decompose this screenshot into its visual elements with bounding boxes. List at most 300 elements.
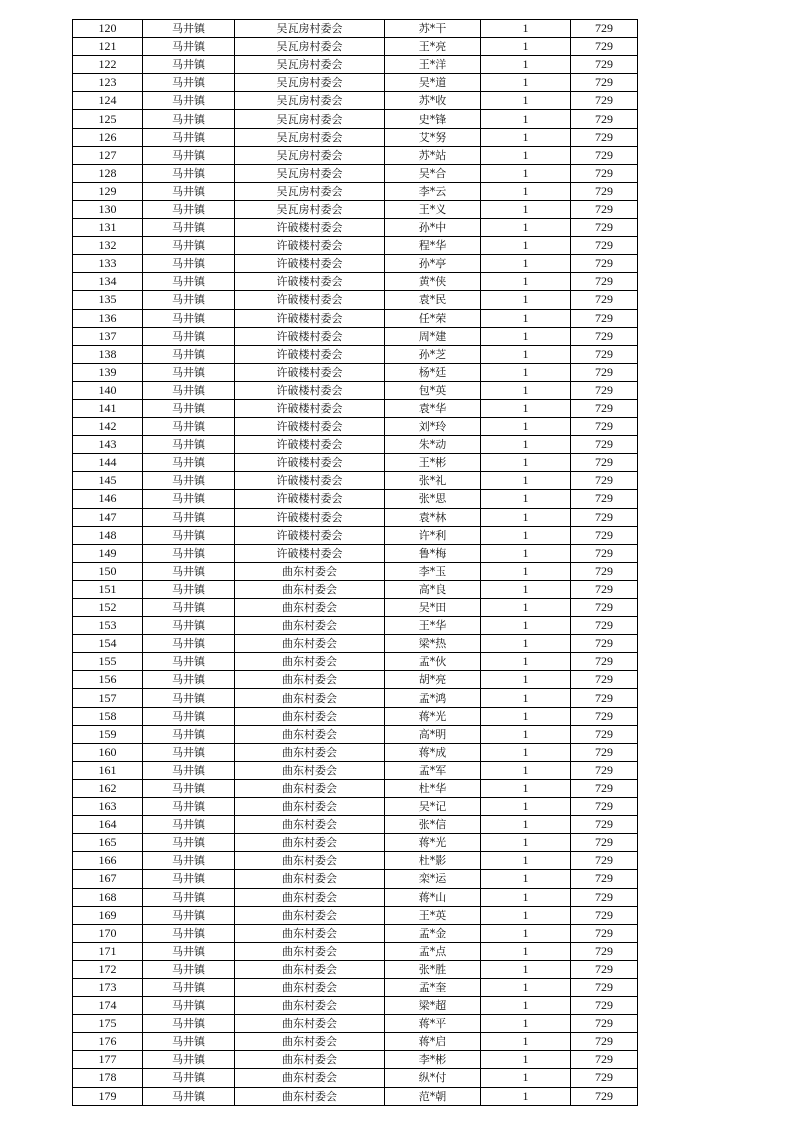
- count-cell: 1: [481, 273, 571, 291]
- town-cell: 马井镇: [143, 74, 235, 92]
- village-committee-cell: 曲东村委会: [235, 599, 385, 617]
- village-committee-cell: 许破楼村委会: [235, 255, 385, 273]
- roster-table: [72, 19, 638, 1106]
- person-name-cell: 鲁*梅: [385, 544, 481, 562]
- village-committee-cell: 曲东村委会: [235, 834, 385, 852]
- table-row: [73, 1033, 638, 1051]
- person-name-cell: 李*彬: [385, 1051, 481, 1069]
- table-row: [73, 924, 638, 942]
- table-row: [73, 798, 638, 816]
- amount-cell: 729: [571, 852, 638, 870]
- person-name-cell: 孟*鸿: [385, 689, 481, 707]
- table-row: [73, 671, 638, 689]
- row-number-cell: 144: [73, 454, 143, 472]
- table-row: [73, 436, 638, 454]
- row-number-cell: 146: [73, 490, 143, 508]
- person-name-cell: 袁*华: [385, 399, 481, 417]
- row-number-cell: 128: [73, 164, 143, 182]
- count-cell: 1: [481, 942, 571, 960]
- row-number-cell: 159: [73, 725, 143, 743]
- amount-cell: 729: [571, 56, 638, 74]
- village-committee-cell: 吴瓦房村委会: [235, 92, 385, 110]
- town-cell: 马井镇: [143, 834, 235, 852]
- count-cell: 1: [481, 599, 571, 617]
- amount-cell: 729: [571, 20, 638, 38]
- village-committee-cell: 吴瓦房村委会: [235, 200, 385, 218]
- row-number-cell: 141: [73, 399, 143, 417]
- row-number-cell: 178: [73, 1069, 143, 1087]
- table-row: [73, 237, 638, 255]
- person-name-cell: 任*荣: [385, 309, 481, 327]
- row-number-cell: 121: [73, 38, 143, 56]
- village-committee-cell: 曲东村委会: [235, 1087, 385, 1105]
- row-number-cell: 132: [73, 237, 143, 255]
- amount-cell: 729: [571, 345, 638, 363]
- village-committee-cell: 曲东村委会: [235, 689, 385, 707]
- town-cell: 马井镇: [143, 38, 235, 56]
- town-cell: 马井镇: [143, 599, 235, 617]
- table-row: [73, 255, 638, 273]
- town-cell: 马井镇: [143, 870, 235, 888]
- count-cell: 1: [481, 219, 571, 237]
- amount-cell: 729: [571, 906, 638, 924]
- amount-cell: 729: [571, 418, 638, 436]
- row-number-cell: 152: [73, 599, 143, 617]
- count-cell: 1: [481, 906, 571, 924]
- count-cell: 1: [481, 110, 571, 128]
- amount-cell: 729: [571, 128, 638, 146]
- row-number-cell: 160: [73, 743, 143, 761]
- person-name-cell: 苏*干: [385, 20, 481, 38]
- town-cell: 马井镇: [143, 960, 235, 978]
- person-name-cell: 李*云: [385, 182, 481, 200]
- table-row: [73, 580, 638, 598]
- count-cell: 1: [481, 74, 571, 92]
- village-committee-cell: 曲东村委会: [235, 978, 385, 996]
- amount-cell: 729: [571, 454, 638, 472]
- person-name-cell: 吴*记: [385, 798, 481, 816]
- row-number-cell: 170: [73, 924, 143, 942]
- village-committee-cell: 许破楼村委会: [235, 219, 385, 237]
- person-name-cell: 王*英: [385, 906, 481, 924]
- town-cell: 马井镇: [143, 146, 235, 164]
- town-cell: 马井镇: [143, 544, 235, 562]
- row-number-cell: 147: [73, 508, 143, 526]
- person-name-cell: 黄*侠: [385, 273, 481, 291]
- row-number-cell: 134: [73, 273, 143, 291]
- amount-cell: 729: [571, 635, 638, 653]
- table-row: [73, 38, 638, 56]
- village-committee-cell: 许破楼村委会: [235, 381, 385, 399]
- person-name-cell: 胡*亮: [385, 671, 481, 689]
- count-cell: 1: [481, 1033, 571, 1051]
- person-name-cell: 包*英: [385, 381, 481, 399]
- row-number-cell: 163: [73, 798, 143, 816]
- village-committee-cell: 曲东村委会: [235, 743, 385, 761]
- person-name-cell: 蒋*启: [385, 1033, 481, 1051]
- village-committee-cell: 吴瓦房村委会: [235, 38, 385, 56]
- row-number-cell: 155: [73, 653, 143, 671]
- count-cell: 1: [481, 255, 571, 273]
- amount-cell: 729: [571, 562, 638, 580]
- village-committee-cell: 曲东村委会: [235, 671, 385, 689]
- amount-cell: 729: [571, 273, 638, 291]
- village-committee-cell: 吴瓦房村委会: [235, 128, 385, 146]
- person-name-cell: 张*信: [385, 816, 481, 834]
- count-cell: 1: [481, 888, 571, 906]
- town-cell: 马井镇: [143, 291, 235, 309]
- village-committee-cell: 吴瓦房村委会: [235, 182, 385, 200]
- row-number-cell: 162: [73, 779, 143, 797]
- town-cell: 马井镇: [143, 942, 235, 960]
- person-name-cell: 孟*伙: [385, 653, 481, 671]
- count-cell: 1: [481, 924, 571, 942]
- amount-cell: 729: [571, 110, 638, 128]
- person-name-cell: 孟*军: [385, 761, 481, 779]
- count-cell: 1: [481, 960, 571, 978]
- amount-cell: 729: [571, 146, 638, 164]
- count-cell: 1: [481, 200, 571, 218]
- table-row: [73, 20, 638, 38]
- amount-cell: 729: [571, 309, 638, 327]
- row-number-cell: 139: [73, 363, 143, 381]
- town-cell: 马井镇: [143, 92, 235, 110]
- amount-cell: 729: [571, 816, 638, 834]
- town-cell: 马井镇: [143, 707, 235, 725]
- table-row: [73, 110, 638, 128]
- table-row: [73, 327, 638, 345]
- count-cell: 1: [481, 454, 571, 472]
- amount-cell: 729: [571, 689, 638, 707]
- table-row: [73, 309, 638, 327]
- amount-cell: 729: [571, 327, 638, 345]
- table-row: [73, 399, 638, 417]
- town-cell: 马井镇: [143, 381, 235, 399]
- village-committee-cell: 吴瓦房村委会: [235, 164, 385, 182]
- person-name-cell: 张*礼: [385, 472, 481, 490]
- count-cell: 1: [481, 544, 571, 562]
- count-cell: 1: [481, 798, 571, 816]
- person-name-cell: 吴*合: [385, 164, 481, 182]
- count-cell: 1: [481, 852, 571, 870]
- count-cell: 1: [481, 92, 571, 110]
- village-committee-cell: 吴瓦房村委会: [235, 20, 385, 38]
- row-number-cell: 158: [73, 707, 143, 725]
- row-number-cell: 142: [73, 418, 143, 436]
- person-name-cell: 栾*运: [385, 870, 481, 888]
- person-name-cell: 朱*动: [385, 436, 481, 454]
- row-number-cell: 148: [73, 526, 143, 544]
- count-cell: 1: [481, 472, 571, 490]
- row-number-cell: 164: [73, 816, 143, 834]
- table-row: [73, 381, 638, 399]
- row-number-cell: 177: [73, 1051, 143, 1069]
- table-row: [73, 200, 638, 218]
- town-cell: 马井镇: [143, 56, 235, 74]
- count-cell: 1: [481, 617, 571, 635]
- count-cell: 1: [481, 182, 571, 200]
- row-number-cell: 168: [73, 888, 143, 906]
- town-cell: 马井镇: [143, 164, 235, 182]
- amount-cell: 729: [571, 472, 638, 490]
- table-row: [73, 508, 638, 526]
- amount-cell: 729: [571, 960, 638, 978]
- table-row: [73, 363, 638, 381]
- town-cell: 马井镇: [143, 924, 235, 942]
- town-cell: 马井镇: [143, 1069, 235, 1087]
- count-cell: 1: [481, 1087, 571, 1105]
- table-row: [73, 418, 638, 436]
- amount-cell: 729: [571, 1051, 638, 1069]
- table-row: [73, 870, 638, 888]
- town-cell: 马井镇: [143, 906, 235, 924]
- village-committee-cell: 曲东村委会: [235, 1069, 385, 1087]
- town-cell: 马井镇: [143, 689, 235, 707]
- count-cell: 1: [481, 725, 571, 743]
- village-committee-cell: 曲东村委会: [235, 1033, 385, 1051]
- person-name-cell: 程*华: [385, 237, 481, 255]
- count-cell: 1: [481, 490, 571, 508]
- town-cell: 马井镇: [143, 978, 235, 996]
- table-row: [73, 273, 638, 291]
- count-cell: 1: [481, 1051, 571, 1069]
- table-row: [73, 219, 638, 237]
- table-row: [73, 472, 638, 490]
- table-row: [73, 92, 638, 110]
- amount-cell: 729: [571, 38, 638, 56]
- village-committee-cell: 曲东村委会: [235, 580, 385, 598]
- count-cell: 1: [481, 526, 571, 544]
- village-committee-cell: 曲东村委会: [235, 562, 385, 580]
- row-number-cell: 136: [73, 309, 143, 327]
- person-name-cell: 吴*道: [385, 74, 481, 92]
- count-cell: 1: [481, 743, 571, 761]
- village-committee-cell: 曲东村委会: [235, 707, 385, 725]
- count-cell: 1: [481, 128, 571, 146]
- person-name-cell: 蒋*山: [385, 888, 481, 906]
- row-number-cell: 150: [73, 562, 143, 580]
- amount-cell: 729: [571, 997, 638, 1015]
- person-name-cell: 王*洋: [385, 56, 481, 74]
- amount-cell: 729: [571, 544, 638, 562]
- person-name-cell: 蒋*光: [385, 707, 481, 725]
- person-name-cell: 艾*努: [385, 128, 481, 146]
- amount-cell: 729: [571, 834, 638, 852]
- village-committee-cell: 许破楼村委会: [235, 291, 385, 309]
- amount-cell: 729: [571, 526, 638, 544]
- town-cell: 马井镇: [143, 508, 235, 526]
- person-name-cell: 张*胜: [385, 960, 481, 978]
- amount-cell: 729: [571, 164, 638, 182]
- count-cell: 1: [481, 345, 571, 363]
- town-cell: 马井镇: [143, 635, 235, 653]
- village-committee-cell: 曲东村委会: [235, 924, 385, 942]
- row-number-cell: 179: [73, 1087, 143, 1105]
- count-cell: 1: [481, 761, 571, 779]
- amount-cell: 729: [571, 1069, 638, 1087]
- count-cell: 1: [481, 56, 571, 74]
- town-cell: 马井镇: [143, 1015, 235, 1033]
- row-number-cell: 135: [73, 291, 143, 309]
- row-number-cell: 125: [73, 110, 143, 128]
- person-name-cell: 王*彬: [385, 454, 481, 472]
- amount-cell: 729: [571, 490, 638, 508]
- row-number-cell: 151: [73, 580, 143, 598]
- row-number-cell: 169: [73, 906, 143, 924]
- count-cell: 1: [481, 834, 571, 852]
- village-committee-cell: 许破楼村委会: [235, 526, 385, 544]
- row-number-cell: 133: [73, 255, 143, 273]
- table-row: [73, 128, 638, 146]
- amount-cell: 729: [571, 74, 638, 92]
- table-row: [73, 345, 638, 363]
- person-name-cell: 吴*田: [385, 599, 481, 617]
- document-page: [72, 19, 637, 1106]
- row-number-cell: 156: [73, 671, 143, 689]
- person-name-cell: 孙*中: [385, 219, 481, 237]
- person-name-cell: 杜*影: [385, 852, 481, 870]
- town-cell: 马井镇: [143, 997, 235, 1015]
- table-row: [73, 490, 638, 508]
- table-row: [73, 599, 638, 617]
- row-number-cell: 129: [73, 182, 143, 200]
- table-row: [73, 544, 638, 562]
- row-number-cell: 124: [73, 92, 143, 110]
- town-cell: 马井镇: [143, 182, 235, 200]
- town-cell: 马井镇: [143, 309, 235, 327]
- table-row: [73, 888, 638, 906]
- amount-cell: 729: [571, 255, 638, 273]
- row-number-cell: 153: [73, 617, 143, 635]
- table-row: [73, 743, 638, 761]
- amount-cell: 729: [571, 1087, 638, 1105]
- count-cell: 1: [481, 978, 571, 996]
- row-number-cell: 175: [73, 1015, 143, 1033]
- count-cell: 1: [481, 707, 571, 725]
- count-cell: 1: [481, 580, 571, 598]
- village-committee-cell: 许破楼村委会: [235, 345, 385, 363]
- village-committee-cell: 曲东村委会: [235, 997, 385, 1015]
- town-cell: 马井镇: [143, 1033, 235, 1051]
- row-number-cell: 120: [73, 20, 143, 38]
- count-cell: 1: [481, 237, 571, 255]
- person-name-cell: 张*思: [385, 490, 481, 508]
- village-committee-cell: 曲东村委会: [235, 852, 385, 870]
- village-committee-cell: 吴瓦房村委会: [235, 110, 385, 128]
- count-cell: 1: [481, 146, 571, 164]
- village-committee-cell: 许破楼村委会: [235, 273, 385, 291]
- row-number-cell: 122: [73, 56, 143, 74]
- town-cell: 马井镇: [143, 653, 235, 671]
- row-number-cell: 137: [73, 327, 143, 345]
- village-committee-cell: 曲东村委会: [235, 870, 385, 888]
- table-row: [73, 617, 638, 635]
- village-committee-cell: 许破楼村委会: [235, 544, 385, 562]
- amount-cell: 729: [571, 219, 638, 237]
- table-row: [73, 779, 638, 797]
- person-name-cell: 苏*站: [385, 146, 481, 164]
- town-cell: 马井镇: [143, 671, 235, 689]
- row-number-cell: 127: [73, 146, 143, 164]
- amount-cell: 729: [571, 200, 638, 218]
- amount-cell: 729: [571, 399, 638, 417]
- table-row: [73, 1015, 638, 1033]
- count-cell: 1: [481, 816, 571, 834]
- town-cell: 马井镇: [143, 725, 235, 743]
- amount-cell: 729: [571, 888, 638, 906]
- amount-cell: 729: [571, 436, 638, 454]
- count-cell: 1: [481, 418, 571, 436]
- table-row: [73, 834, 638, 852]
- count-cell: 1: [481, 997, 571, 1015]
- table-row: [73, 74, 638, 92]
- village-committee-cell: 许破楼村委会: [235, 327, 385, 345]
- town-cell: 马井镇: [143, 327, 235, 345]
- person-name-cell: 史*锋: [385, 110, 481, 128]
- row-number-cell: 138: [73, 345, 143, 363]
- table-row: [73, 689, 638, 707]
- village-committee-cell: 曲东村委会: [235, 761, 385, 779]
- person-name-cell: 王*亮: [385, 38, 481, 56]
- table-row: [73, 1069, 638, 1087]
- amount-cell: 729: [571, 743, 638, 761]
- table-row: [73, 852, 638, 870]
- count-cell: 1: [481, 381, 571, 399]
- row-number-cell: 172: [73, 960, 143, 978]
- amount-cell: 729: [571, 798, 638, 816]
- town-cell: 马井镇: [143, 363, 235, 381]
- person-name-cell: 李*玉: [385, 562, 481, 580]
- town-cell: 马井镇: [143, 237, 235, 255]
- village-committee-cell: 许破楼村委会: [235, 363, 385, 381]
- person-name-cell: 周*建: [385, 327, 481, 345]
- amount-cell: 729: [571, 508, 638, 526]
- amount-cell: 729: [571, 599, 638, 617]
- person-name-cell: 孟*金: [385, 924, 481, 942]
- amount-cell: 729: [571, 580, 638, 598]
- row-number-cell: 126: [73, 128, 143, 146]
- village-committee-cell: 许破楼村委会: [235, 237, 385, 255]
- town-cell: 马井镇: [143, 200, 235, 218]
- person-name-cell: 孟*点: [385, 942, 481, 960]
- row-number-cell: 123: [73, 74, 143, 92]
- village-committee-cell: 许破楼村委会: [235, 508, 385, 526]
- village-committee-cell: 许破楼村委会: [235, 472, 385, 490]
- table-row: [73, 56, 638, 74]
- count-cell: 1: [481, 363, 571, 381]
- village-committee-cell: 许破楼村委会: [235, 454, 385, 472]
- person-name-cell: 刘*玲: [385, 418, 481, 436]
- person-name-cell: 梁*超: [385, 997, 481, 1015]
- count-cell: 1: [481, 562, 571, 580]
- town-cell: 马井镇: [143, 128, 235, 146]
- count-cell: 1: [481, 327, 571, 345]
- roster-table-body: [73, 20, 638, 1106]
- amount-cell: 729: [571, 92, 638, 110]
- amount-cell: 729: [571, 870, 638, 888]
- count-cell: 1: [481, 309, 571, 327]
- amount-cell: 729: [571, 291, 638, 309]
- amount-cell: 729: [571, 924, 638, 942]
- town-cell: 马井镇: [143, 888, 235, 906]
- village-committee-cell: 许破楼村委会: [235, 490, 385, 508]
- person-name-cell: 孟*奎: [385, 978, 481, 996]
- amount-cell: 729: [571, 363, 638, 381]
- town-cell: 马井镇: [143, 490, 235, 508]
- count-cell: 1: [481, 653, 571, 671]
- row-number-cell: 149: [73, 544, 143, 562]
- village-committee-cell: 曲东村委会: [235, 906, 385, 924]
